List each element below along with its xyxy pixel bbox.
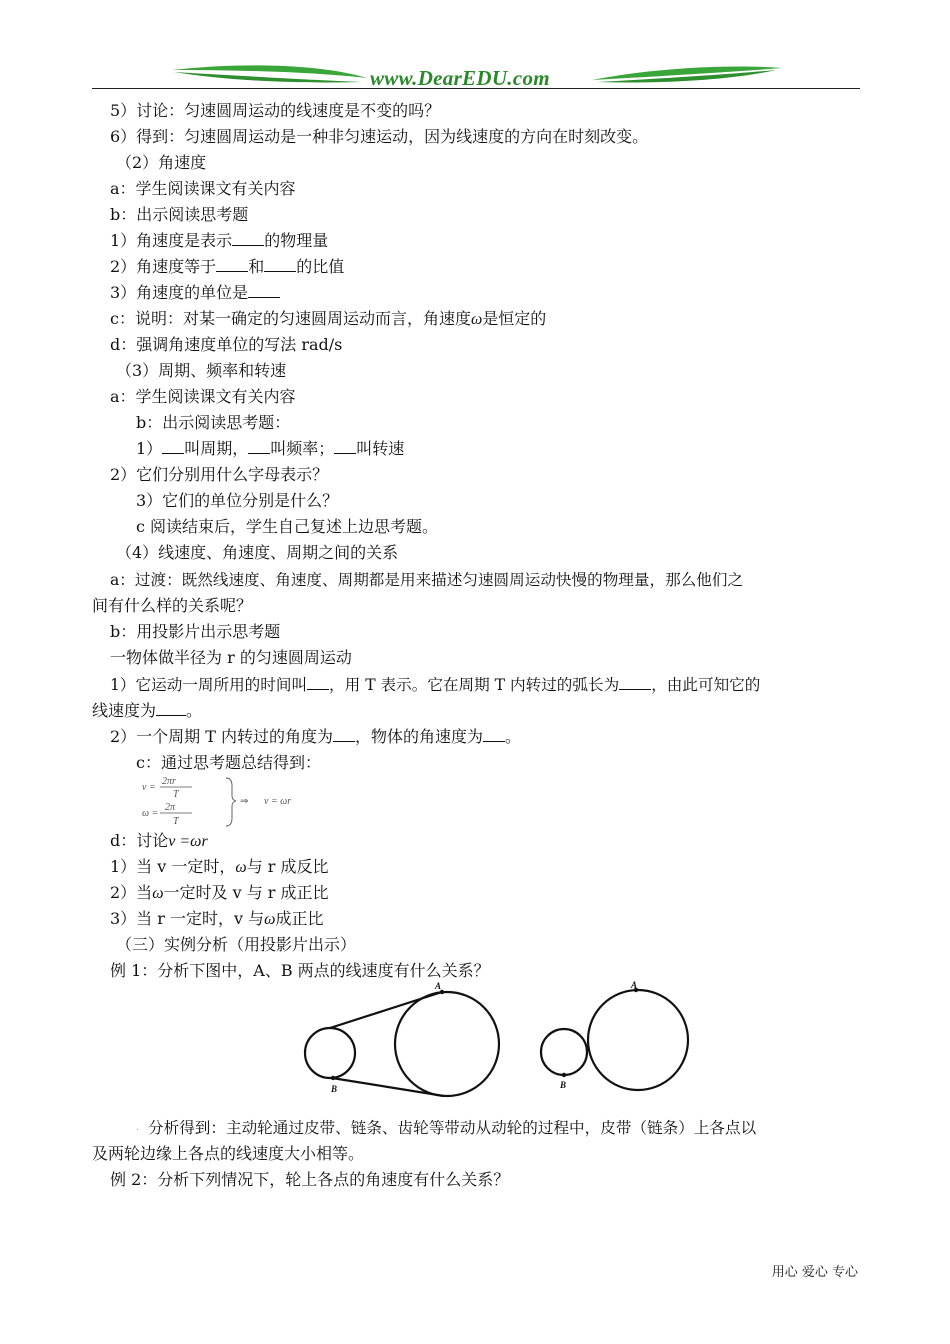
fill-blank — [248, 439, 270, 454]
text-segment: 2）当 — [110, 883, 153, 902]
omega-symbol: ω — [264, 911, 276, 928]
text-segment: 1）它运动一周所用的时间叫 — [110, 676, 308, 694]
formula-v-numerator: 2πr — [162, 776, 176, 787]
text-segment: 成正比 — [275, 909, 324, 928]
text-segment: 和 — [248, 257, 265, 276]
fill-blank — [216, 257, 248, 272]
text-line — [110, 257, 344, 277]
text-line: b：出示阅读思考题： — [136, 413, 291, 432]
text-line — [110, 857, 329, 878]
text-line — [110, 309, 546, 330]
point-b-label: B — [331, 1084, 338, 1094]
text-segment: 1） — [136, 439, 163, 458]
point-a-label: A — [631, 980, 638, 990]
large-gear-right — [588, 990, 688, 1090]
formula-w-numerator: 2π — [165, 802, 176, 813]
text-segment: 的比值 — [296, 257, 345, 276]
text-line: c：通过思考题总结得到： — [136, 753, 321, 772]
section-heading: （2）角速度 — [116, 153, 207, 172]
text-line: 2）它们分别用什么字母表示？ — [110, 465, 329, 484]
text-line — [92, 701, 202, 721]
fill-blank — [162, 439, 184, 454]
section-heading: （三）实例分析（用投影片出示） — [116, 935, 357, 954]
formula-result: v = ωr — [264, 796, 292, 807]
text-line: a：过渡：既然线速度、角速度、周期都是用来描述匀速圆周运动快慢的物理量，那么他们之 — [110, 571, 744, 589]
large-pulley-left — [395, 992, 499, 1096]
text-line: b：用投影片出示思考题 — [110, 622, 281, 641]
text-segment: 叫周期， — [184, 439, 249, 458]
text-line: 及两轮边缘上各点的线速度大小相等。 — [92, 1144, 365, 1163]
text-line — [136, 439, 404, 459]
header-divider — [92, 88, 860, 89]
text-line — [110, 727, 521, 747]
fill-blank — [248, 283, 280, 298]
belt-top — [330, 992, 442, 1028]
implies-arrow-icon: ⇒ — [240, 796, 249, 807]
text-line: d：强调角速度单位的写法 rad/s — [110, 335, 343, 354]
site-logo-text[interactable]: www.DearEDU.com — [370, 66, 550, 90]
fill-blank — [333, 727, 355, 742]
text-segment: ，物体的角速度为 — [355, 727, 484, 746]
text-line — [110, 883, 329, 904]
text-line: b：出示阅读思考题 — [110, 205, 249, 224]
text-segment: 3）当 r 一定时，v 与 — [110, 909, 265, 928]
text-segment: 一定时及 v 与 r 成正比 — [163, 883, 329, 902]
point-b-label: B — [560, 1080, 567, 1090]
omega-symbol: ω — [152, 885, 164, 902]
small-pulley-left — [305, 1028, 355, 1078]
page-footer: 用心 爱心 专心 — [771, 1265, 858, 1280]
pulley-diagram — [302, 980, 694, 1098]
text-segment: ，用 T 表示。它在周期 T 内转过的弧长为 — [329, 676, 620, 694]
text-segment: 分析得到：主动轮通过皮带、链条、齿轮等带动从动轮的过程中，皮带（链条）上各点以 — [148, 1119, 757, 1137]
text-line: 一物体做半径为 r 的匀速圆周运动 — [110, 648, 352, 667]
velocity-formula — [140, 774, 340, 828]
text-segment: 2）角速度等于 — [110, 257, 217, 276]
text-segment: 线速度为 — [92, 701, 157, 720]
text-segment: 2）一个周期 T 内转过的角度为 — [110, 727, 334, 746]
text-segment: c：说明：对某一确定的匀速圆周运动而言，角速度 — [110, 309, 471, 328]
fill-blank — [156, 701, 186, 716]
text-segment: 1）角速度是表示 — [110, 231, 233, 250]
text-segment: 是恒定的 — [482, 309, 547, 328]
text-line: c 阅读结束后，学生自己复述上边思考题。 — [136, 517, 439, 536]
formula-inline: v =ωr — [168, 833, 208, 850]
text-line — [110, 909, 323, 930]
formula-w-lhs: ω = — [142, 808, 159, 819]
omega-symbol: ω — [470, 311, 483, 328]
section-heading: （3）周期、频率和转速 — [116, 361, 287, 380]
example-title: 例 2：分析下列情况下，轮上各点的角速度有什么关系？ — [110, 1170, 510, 1189]
fill-blank — [483, 727, 505, 742]
text-line: 3）它们的单位分别是什么？ — [136, 491, 339, 510]
text-line — [136, 1118, 756, 1141]
section-heading: （4）线速度、角速度、周期之间的关系 — [116, 543, 399, 562]
text-segment: 与 r 成反比 — [246, 857, 329, 876]
fill-blank — [619, 675, 651, 690]
site-header-banner — [92, 58, 860, 90]
text-segment: 叫转速 — [356, 439, 405, 458]
text-segment: 。 — [186, 701, 203, 720]
text-line: 5）讨论：匀速圆周运动的线速度是不变的吗？ — [110, 101, 441, 120]
text-line — [110, 831, 208, 852]
fill-blank — [334, 439, 356, 454]
formula-w-denominator: T — [173, 816, 179, 827]
fill-blank — [264, 257, 296, 272]
small-gear-right — [541, 1029, 587, 1075]
text-line: 间有什么样的关系呢？ — [92, 596, 253, 615]
fill-blank — [307, 675, 329, 690]
text-segment: ，由此可知它的 — [651, 676, 761, 694]
text-line — [110, 675, 760, 695]
fill-blank — [232, 231, 264, 246]
text-segment: 叫频率； — [270, 439, 335, 458]
text-segment: d：讨论 — [110, 831, 169, 850]
text-line: a：学生阅读课文有关内容 — [110, 179, 296, 198]
point-a-label: A — [435, 981, 442, 991]
marker-glyph: · — [136, 1125, 140, 1136]
text-line: 6）得到：匀速圆周运动是一种非匀速运动，因为线速度的方向在时刻改变。 — [110, 127, 649, 146]
text-line: a：学生阅读课文有关内容 — [110, 387, 296, 406]
formula-v-denominator: T — [173, 789, 179, 800]
text-segment: 。 — [505, 727, 522, 746]
example-title: 例 1：分析下图中，A、B 两点的线速度有什么关系？ — [110, 961, 490, 980]
text-line — [110, 283, 280, 303]
belt-bottom — [332, 1078, 444, 1096]
text-segment: 的物理量 — [264, 231, 329, 250]
text-line — [110, 231, 328, 251]
omega-symbol: ω — [235, 859, 247, 876]
text-segment: 3）角速度的单位是 — [110, 283, 249, 302]
formula-v-lhs: v = — [142, 782, 156, 793]
text-segment: 1）当 v 一定时， — [110, 857, 236, 876]
